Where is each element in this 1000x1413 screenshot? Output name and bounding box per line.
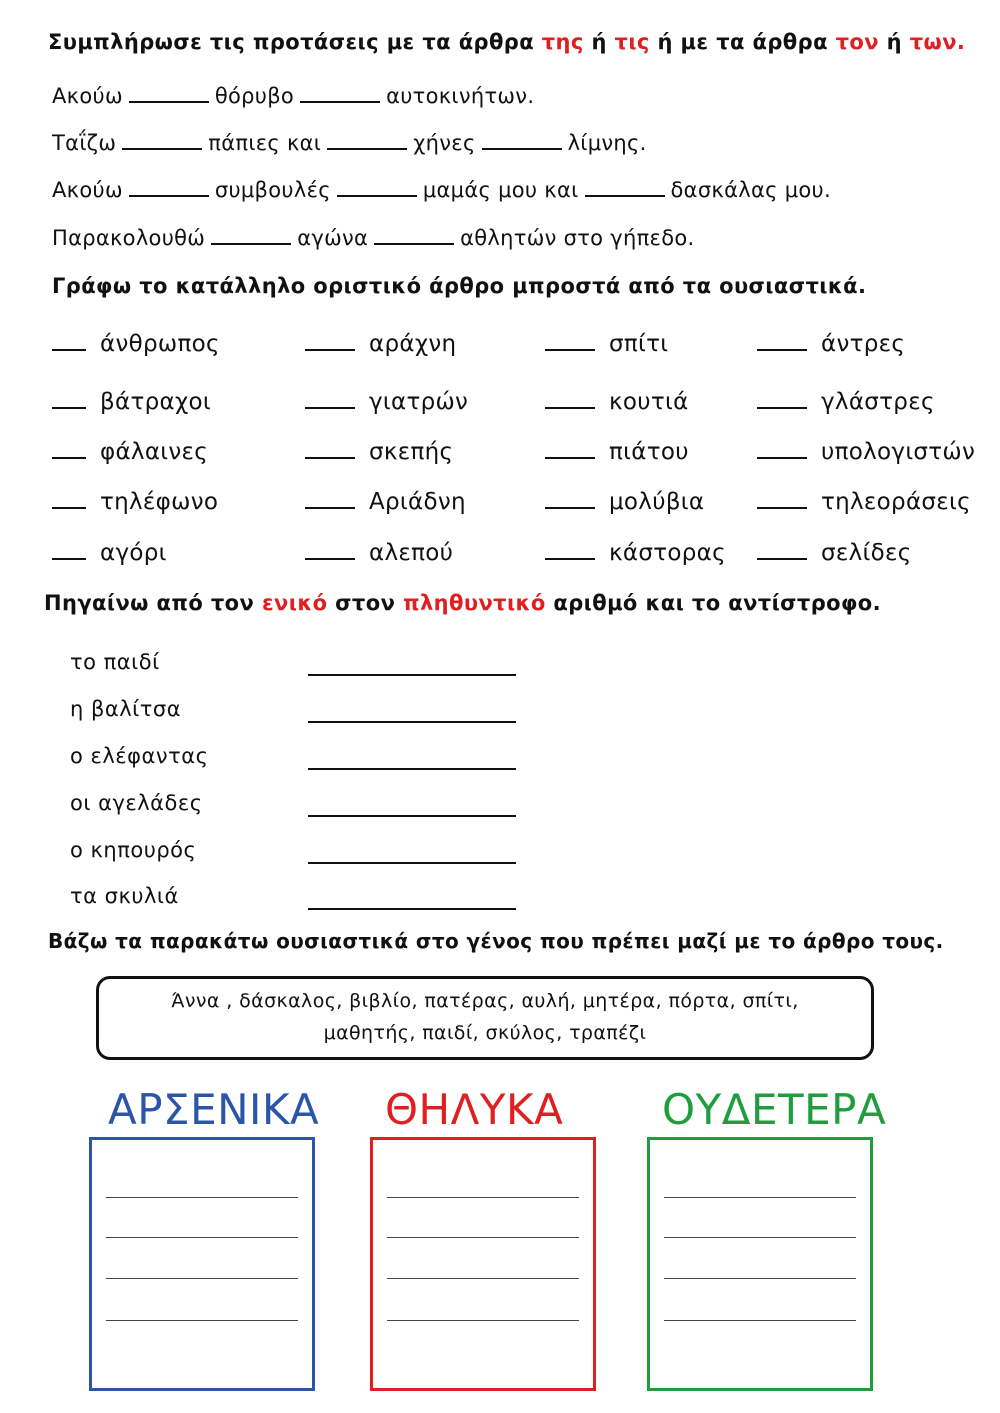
pair-word: ο κηπουρός: [70, 838, 197, 862]
singular-word: ενικό: [261, 591, 328, 615]
section3-heading: [44, 591, 881, 615]
article-blank[interactable]: [305, 542, 355, 560]
noun-cell: [545, 489, 704, 515]
noun-cell: [305, 540, 453, 566]
noun-cell: [305, 439, 453, 465]
plural-word: πληθυντικό: [402, 591, 546, 615]
answer-line[interactable]: [308, 721, 516, 723]
article-ton: τον: [835, 30, 879, 54]
write-line[interactable]: [664, 1320, 856, 1321]
noun-word: φάλαινες: [100, 439, 209, 465]
write-line[interactable]: [387, 1278, 579, 1279]
noun-cell: [757, 540, 912, 566]
heading-text: Πηγαίνω από τον: [44, 591, 262, 615]
answer-line[interactable]: [308, 768, 516, 770]
sentence-text: αυτοκινήτων.: [386, 84, 535, 108]
write-line[interactable]: [664, 1278, 856, 1279]
write-line[interactable]: [106, 1278, 298, 1279]
noun-word: κάστορας: [609, 540, 726, 566]
noun-cell: [545, 389, 689, 415]
noun-cell: [305, 331, 456, 357]
noun-word: μολύβια: [609, 489, 705, 515]
write-line[interactable]: [106, 1197, 298, 1198]
pair-word: ο ελέφαντας: [70, 744, 209, 768]
sentence-text: δασκάλας μου.: [670, 178, 831, 202]
word-bank: [96, 976, 874, 1060]
answer-line[interactable]: [308, 908, 516, 910]
article-blank[interactable]: [305, 333, 355, 351]
heading-text: στον: [327, 591, 403, 615]
noun-word: αράχνη: [369, 331, 457, 357]
article-blank[interactable]: [545, 441, 595, 459]
article-blank[interactable]: [52, 441, 86, 459]
section4-heading: Βάζω τα παρακάτω ουσιαστικά στο γένος που πρέπει μαζί με το άρθρο τους.: [48, 929, 944, 953]
article-blank[interactable]: [757, 491, 807, 509]
answer-blank[interactable]: [300, 85, 380, 103]
article-blank[interactable]: [545, 491, 595, 509]
heading-dot: .: [956, 30, 966, 54]
article-tis-pl: τις: [614, 30, 650, 54]
gender-title-feminine: ΘΗΛΥΚΑ: [385, 1085, 564, 1134]
noun-cell: [52, 540, 167, 566]
article-blank[interactable]: [305, 441, 355, 459]
noun-word: γλάστρες: [821, 389, 935, 415]
sentence-1: [52, 84, 534, 108]
gender-title-masculine: ΑΡΣΕΝΙΚΑ: [108, 1085, 320, 1134]
noun-cell: [52, 331, 220, 357]
noun-cell: [545, 439, 689, 465]
article-blank[interactable]: [52, 491, 86, 509]
noun-word: κουτιά: [609, 389, 689, 415]
article-blank[interactable]: [52, 391, 86, 409]
answer-blank[interactable]: [129, 179, 209, 197]
noun-cell: [305, 489, 466, 515]
word-bank-line: Άννα , δάσκαλος, βιβλίο, πατέρας, αυλή, μητέρα, πόρτα, σπίτι,: [171, 990, 799, 1012]
noun-word: σπίτι: [609, 331, 669, 357]
sentence-text: χήνες: [413, 131, 476, 155]
answer-blank[interactable]: [374, 227, 454, 245]
noun-cell: [545, 540, 726, 566]
noun-word: αλεπού: [369, 540, 454, 566]
pair-word: το παιδί: [70, 650, 160, 674]
noun-word: υπολογιστών: [821, 439, 976, 465]
noun-cell: [757, 439, 975, 465]
article-ton-pl: των: [909, 30, 957, 54]
gender-title-neuter: ΟΥΔΕΤΕΡΑ: [662, 1085, 887, 1134]
article-tis-sg: της: [541, 30, 584, 54]
pair-word: οι αγελάδες: [70, 791, 203, 815]
noun-cell: [757, 389, 935, 415]
article-blank[interactable]: [757, 391, 807, 409]
answer-line[interactable]: [308, 674, 516, 676]
write-line[interactable]: [387, 1237, 579, 1238]
sentence-text: θόρυβο: [214, 84, 295, 108]
noun-cell: [757, 331, 905, 357]
sentence-text: Ακούω: [52, 84, 123, 108]
answer-blank[interactable]: [211, 227, 291, 245]
noun-word: άνθρωπος: [100, 331, 220, 357]
noun-word: γιατρών: [369, 389, 469, 415]
pair-word: τα σκυλιά: [70, 884, 179, 908]
write-line[interactable]: [106, 1320, 298, 1321]
sentence-2: [52, 131, 647, 155]
sentence-text: μαμάς μου και: [422, 178, 579, 202]
write-line[interactable]: [387, 1197, 579, 1198]
article-blank[interactable]: [757, 441, 807, 459]
answer-blank[interactable]: [585, 179, 665, 197]
article-blank[interactable]: [545, 542, 595, 560]
answer-blank[interactable]: [327, 132, 407, 150]
section2-heading: Γράφω το κατάλληλο οριστικό άρθρο μπροστά από τα ουσιαστικά.: [52, 274, 867, 298]
article-blank[interactable]: [545, 391, 595, 409]
sentence-text: αγώνα: [297, 226, 369, 250]
pair-word: η βαλίτσα: [70, 697, 182, 721]
sentence-text: Παρακολουθώ: [52, 226, 206, 250]
noun-word: αγόρι: [100, 540, 167, 566]
sentence-text: αθλητών στο γήπεδο.: [460, 226, 695, 250]
heading-or: ή: [878, 30, 910, 54]
noun-word: σκεπής: [369, 439, 454, 465]
gender-box-feminine[interactable]: [370, 1137, 596, 1391]
write-line[interactable]: [664, 1237, 856, 1238]
answer-line[interactable]: [308, 815, 516, 817]
noun-cell: [52, 389, 211, 415]
gender-box-masculine[interactable]: [89, 1137, 315, 1391]
word-bank-line: μαθητής, παιδί, σκύλος, τραπέζι: [323, 1022, 647, 1044]
sentence-3: [52, 178, 831, 202]
noun-cell: [52, 439, 208, 465]
article-blank[interactable]: [305, 391, 355, 409]
answer-blank[interactable]: [129, 85, 209, 103]
heading-text-mid: ή με τα άρθρα: [649, 30, 836, 54]
noun-word: πιάτου: [609, 439, 689, 465]
sentence-text: συμβουλές: [214, 178, 331, 202]
noun-word: σελίδες: [821, 540, 912, 566]
noun-cell: [305, 389, 468, 415]
noun-word: βάτραχοι: [100, 389, 211, 415]
article-blank[interactable]: [757, 333, 807, 351]
sentence-text: Ταΐζω: [52, 131, 117, 155]
noun-word: Αριάδνη: [369, 489, 466, 515]
noun-cell: [757, 489, 971, 515]
answer-blank[interactable]: [122, 132, 202, 150]
article-blank[interactable]: [52, 333, 86, 351]
answer-line[interactable]: [308, 862, 516, 864]
noun-word: τηλέφωνο: [100, 489, 219, 515]
sentence-text: Ακούω: [52, 178, 123, 202]
section1-heading: [48, 30, 965, 54]
sentence-text: λίμνης.: [567, 131, 647, 155]
noun-word: άντρες: [821, 331, 906, 357]
article-blank[interactable]: [305, 491, 355, 509]
gender-box-neuter[interactable]: [647, 1137, 873, 1391]
heading-text: αριθμό και το αντίστροφο.: [545, 591, 882, 615]
write-line[interactable]: [664, 1197, 856, 1198]
write-line[interactable]: [387, 1320, 579, 1321]
noun-cell: [52, 489, 218, 515]
article-blank[interactable]: [545, 333, 595, 351]
answer-blank[interactable]: [482, 132, 562, 150]
heading-text: Συμπλήρωσε τις προτάσεις με τα άρθρα: [48, 30, 542, 54]
sentence-text: πάπιες και: [208, 131, 322, 155]
write-line[interactable]: [106, 1237, 298, 1238]
heading-or: ή: [583, 30, 615, 54]
noun-word: τηλεοράσεις: [821, 489, 971, 515]
article-blank[interactable]: [757, 542, 807, 560]
sentence-4: [52, 226, 694, 250]
answer-blank[interactable]: [337, 179, 417, 197]
noun-cell: [545, 331, 668, 357]
article-blank[interactable]: [52, 542, 86, 560]
